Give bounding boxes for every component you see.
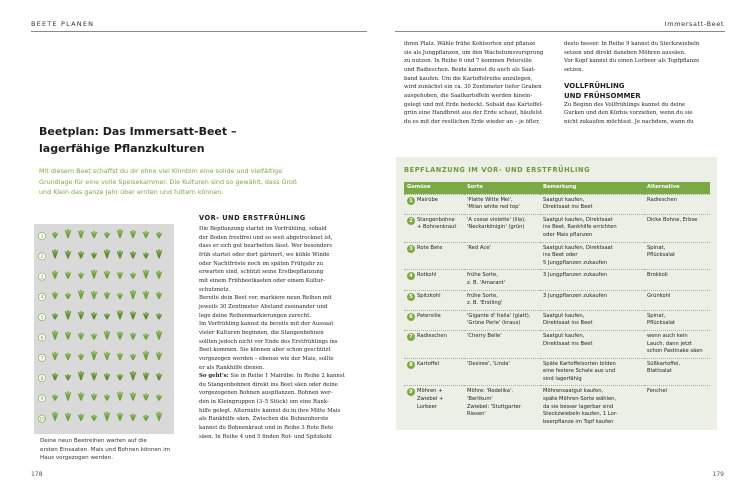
body-line: Beet kommen. Sie können aber schon geschützt bbox=[199, 347, 331, 354]
body-line: Vor Kopf kannst du einen Lorbeer als Topfpflanze bbox=[564, 58, 700, 65]
section-heading: VOR- UND ERSTFRÜHLING bbox=[199, 214, 306, 222]
cell-line: Riesen' bbox=[467, 411, 486, 418]
cell-bemerkung bbox=[540, 270, 644, 290]
cell-sorte bbox=[464, 242, 540, 270]
body-line: mit einem Frühbeetkasten oder einem Kultur- bbox=[199, 277, 325, 284]
cell-line: da sie besser lagerbar sind bbox=[543, 403, 614, 410]
cell-alternative bbox=[644, 214, 710, 242]
row-number: 2 bbox=[40, 255, 44, 261]
cell-line: frühe Sorte, bbox=[467, 272, 498, 279]
table-title: BEPFLANZUNG IM VOR- UND ERSTFRÜHLING bbox=[404, 166, 591, 174]
column-body-2 bbox=[199, 381, 369, 442]
row-number: 5 bbox=[40, 316, 44, 321]
cell-gemuese bbox=[404, 194, 464, 214]
table-body bbox=[404, 194, 710, 428]
cell-sorte bbox=[464, 214, 540, 242]
cell-line: 5 Jungpflanzen zukaufen bbox=[543, 259, 607, 266]
cell-line: 'Neckarkönigin' (grün) bbox=[467, 224, 525, 231]
body-line: Die Bepflanzung startet im Vorfrühling, sobald bbox=[199, 226, 327, 232]
body-line: dass er sich gut bearbeiten lässt. Wer besonders bbox=[199, 243, 332, 250]
cell-line: Lauch, dann jetzt bbox=[647, 340, 692, 347]
cell-gemuese bbox=[404, 242, 464, 270]
row-number: 8 bbox=[40, 376, 44, 382]
body-line: vorgezogen werden – ebenso wie der Mais, sollte bbox=[199, 355, 334, 362]
planting-table bbox=[404, 182, 710, 428]
planting-table-box bbox=[396, 157, 717, 430]
column-body bbox=[199, 225, 369, 372]
table-row bbox=[404, 358, 710, 386]
cell-line: Mairübe bbox=[417, 196, 439, 203]
body-line: setzen. bbox=[564, 66, 584, 73]
body-line: zu nutzen. In Reihe 6 und 7 kommen Petersilie bbox=[404, 58, 532, 65]
body-line: säen. In Reihe 4 und 5 finden Rot- und Spitzkohl bbox=[199, 433, 332, 440]
bed-illustration bbox=[33, 223, 175, 435]
body-line: kannst du Bohnenkraut und in Reihe 3 Rote Bete bbox=[199, 425, 334, 432]
lead-line: Mit diesem Beet schaffst du dir ohne viel Klimbim eine solide und vielfältige bbox=[39, 167, 283, 175]
body-line: nicht zukaufen möchtest. Je nachdem, wann du bbox=[564, 118, 694, 125]
cell-sorte bbox=[464, 358, 540, 386]
cell-line: schon Pastinake säen bbox=[647, 348, 703, 355]
cell-line: Radieschen bbox=[417, 332, 447, 339]
body-line: erwarten sind, schützt seine Erstbepflanzung bbox=[199, 269, 324, 276]
row-number-badge: 9 bbox=[407, 388, 415, 396]
body-line: vieler Kulturen beginnen, die Stangenbohnen bbox=[199, 329, 324, 336]
table-row bbox=[404, 310, 710, 330]
cell-line: Rotkohl bbox=[417, 272, 437, 279]
cell-gemuese bbox=[404, 214, 464, 242]
caption-line: Deine neun Beetreihen warten auf die bbox=[40, 438, 147, 444]
cell-alternative bbox=[644, 330, 710, 358]
lead-line: Grundlage für eine volle Speisekammer. Die Kulturen sind so gewählt, dass Groß bbox=[39, 177, 297, 186]
page-number-left: 178 bbox=[31, 471, 43, 478]
body-line: schutznetz. bbox=[199, 286, 231, 293]
row-number-badge: 1 bbox=[407, 197, 415, 205]
cell-line: beerpflanze im Topf kaufen bbox=[543, 418, 614, 425]
cell-bemerkung bbox=[540, 330, 644, 358]
cell-line: Möhre: 'Rodelika', bbox=[467, 388, 514, 395]
cell-sorte bbox=[464, 310, 540, 330]
body-line: desto besser. In Reihe 9 kannst du Steckzwiebeln bbox=[564, 41, 700, 47]
title-line: Beetplan: Das Immersatt-Beet – bbox=[39, 125, 237, 138]
cell-line: 'Cherry Belle' bbox=[467, 332, 502, 339]
lead-paragraph bbox=[39, 166, 299, 198]
cell-line: Direktsaat ins Beet bbox=[543, 320, 593, 327]
cell-gemuese bbox=[404, 290, 464, 310]
cell-sorte bbox=[464, 386, 540, 428]
vegetable-name bbox=[417, 333, 447, 341]
text-column-2 bbox=[404, 40, 554, 127]
body-line: du Stangenbohnen direkt ins Beet säen oder deine bbox=[199, 381, 338, 388]
vegetable-name bbox=[417, 361, 439, 369]
text-column-1 bbox=[199, 214, 369, 441]
cell-gemuese bbox=[404, 386, 464, 428]
cell-sorte bbox=[464, 194, 540, 214]
cell-line: Radieschen bbox=[647, 196, 677, 203]
cell-bemerkung bbox=[540, 194, 644, 214]
column-body bbox=[564, 40, 724, 75]
row-number-badge: 6 bbox=[407, 313, 415, 321]
body-line: Zu Beginn des Vollfrühlings kannst du deine bbox=[564, 101, 686, 108]
body-line: jeweils 30 Zentimeter Abstand zueinander und bbox=[199, 303, 328, 310]
body-line bbox=[199, 372, 369, 381]
cell-line: Saatgut kaufen, bbox=[543, 312, 585, 319]
cell-alternative bbox=[644, 310, 710, 330]
cell-line: Spinat, bbox=[647, 312, 666, 319]
body-line: du es mit der restlichen Erde wieder an – je öfter, bbox=[404, 118, 540, 125]
cell-gemuese bbox=[404, 270, 464, 290]
cell-line: wenn auch kein bbox=[647, 332, 688, 339]
header-rule-left bbox=[31, 31, 367, 32]
table-row bbox=[404, 290, 710, 310]
body-line: lege deine Reihenmarkierungen zurecht. bbox=[199, 312, 311, 319]
row-number-badge: 7 bbox=[407, 333, 415, 341]
cell-sorte bbox=[464, 270, 540, 290]
cell-line: eine festere Schale aus und bbox=[543, 368, 616, 375]
cell-line: Möhren + bbox=[417, 388, 443, 395]
vegetable-name bbox=[417, 272, 436, 280]
column-header: Gemüse bbox=[404, 182, 464, 194]
cell-line: Saatgut kaufen, Direktsaat bbox=[543, 244, 613, 251]
lead-line: und Klein das ganze Jahr über ernten und futtern können. bbox=[39, 188, 224, 196]
cell-sorte bbox=[464, 290, 540, 310]
text-column-3 bbox=[564, 40, 724, 127]
cell-bemerkung bbox=[540, 242, 644, 270]
cell-line: 'Gigante d' Italia' (glatt), bbox=[467, 312, 531, 319]
row-number: 7 bbox=[40, 356, 44, 362]
body-line: den in Kleingruppen (3–5 Stück) um eine Rank- bbox=[199, 399, 329, 406]
cell-line: Blattsalat bbox=[647, 368, 672, 375]
running-header-left: BEETE PLANEN bbox=[31, 20, 95, 28]
vegetable-name bbox=[417, 388, 443, 411]
cell-bemerkung bbox=[540, 358, 644, 386]
cell-line: z. B. 'Amarant' bbox=[467, 279, 506, 286]
cell-sorte bbox=[464, 330, 540, 358]
cell-line: Pflücksalat bbox=[647, 320, 676, 327]
body-line: grün eine Handbreit aus der Erde schaut, häufelst bbox=[404, 110, 543, 117]
vegetable-name bbox=[417, 197, 438, 205]
row-number-badge: 8 bbox=[407, 361, 415, 369]
column-body bbox=[404, 40, 554, 127]
cell-line: Dicke Bohne, Erbse bbox=[647, 216, 698, 223]
cell-line: 'Milan white red top' bbox=[467, 204, 520, 211]
cell-line: Spinat, bbox=[647, 244, 666, 251]
vegetable-name bbox=[417, 293, 441, 301]
header-rule-right bbox=[395, 31, 725, 32]
cell-alternative bbox=[644, 386, 710, 428]
body-text: Sie in Reihe 1 Mairübe. In Reihe 2 kannst bbox=[228, 373, 345, 380]
cell-line: 'Grüne Perle' (kraus) bbox=[467, 320, 521, 327]
cell-line: Spitzkohl bbox=[417, 292, 441, 299]
table-row bbox=[404, 270, 710, 290]
cell-line: ins Beet, Rankhilfe errichten bbox=[543, 224, 617, 231]
cell-line: Direktsaat ins Beet bbox=[543, 204, 593, 211]
cell-line: Lorbeer bbox=[417, 403, 437, 410]
vegetable-name bbox=[417, 313, 441, 321]
cell-line: 'Platte Witte Mei', bbox=[467, 196, 513, 203]
title-line: lagerfähige Pflanzkulturen bbox=[39, 142, 205, 155]
body-line: gelegt und mit Erde bedeckt. Sobald das Kartoffel- bbox=[404, 101, 544, 108]
illustration-caption bbox=[40, 437, 180, 463]
body-line: Gurken und den Kürbis vorziehen, wenn du sie bbox=[564, 110, 693, 117]
row-number: 1 bbox=[40, 234, 44, 240]
vegetable-name bbox=[417, 217, 456, 232]
cell-gemuese bbox=[404, 330, 464, 358]
body-line: hilfe gelegt. Alternativ kannst du in ihre Mitte Mais bbox=[199, 407, 341, 414]
body-line: wird zunächst ein ca. 30 Zentimeter tiefer Graben bbox=[404, 84, 542, 91]
cell-line: Zwiebel: 'Stuttgarter bbox=[467, 403, 521, 410]
body-line: band kaufen. Um die Kartoffelreihe anzulegen, bbox=[404, 75, 533, 82]
cell-line: 'Red Ace' bbox=[467, 244, 491, 251]
cell-line: 'A cosse violette' (lila), bbox=[467, 216, 526, 223]
cell-line: Saatgut kaufen, bbox=[543, 332, 585, 339]
cell-line: oder Mais pflanzen bbox=[543, 231, 593, 238]
body-line: ihren Platz. Wähle frühe Kohlsorten und pflanze bbox=[404, 41, 536, 47]
row-number: 10 bbox=[39, 417, 45, 423]
cell-gemuese bbox=[404, 310, 464, 330]
page-number-right: 179 bbox=[712, 471, 724, 478]
table-row bbox=[404, 194, 710, 214]
column-header: Bemerkung bbox=[540, 182, 644, 194]
body-line: und Radieschen. Beide kannst du auch als Saat- bbox=[404, 66, 536, 73]
cell-line: Saatgut kaufen, Direktsaat bbox=[543, 216, 613, 223]
cell-bemerkung bbox=[540, 310, 644, 330]
body-line: sollten jedoch nicht vor Ende des Erstfrühlings ins bbox=[199, 338, 338, 345]
cell-line: Saatgut kaufen, bbox=[543, 196, 585, 203]
body-line: vorgezogenen Bohnen auspflanzen. Bohnen wer- bbox=[199, 390, 333, 397]
cell-line: Fenchel bbox=[647, 388, 667, 395]
cell-line: ins Beet oder bbox=[543, 252, 578, 259]
row-number: 9 bbox=[40, 397, 44, 403]
table-row bbox=[404, 242, 710, 270]
cell-alternative bbox=[644, 242, 710, 270]
body-line: Bereite dein Beet vor, markiere neun Reihen mit bbox=[199, 295, 332, 302]
table-row bbox=[404, 386, 710, 428]
cell-line: Kartoffel bbox=[417, 360, 440, 367]
table-row bbox=[404, 330, 710, 358]
vegetable-name bbox=[417, 245, 442, 253]
cell-line: Steckzwiebeln kaufen, 1 Lor- bbox=[543, 411, 618, 418]
body-line: der Boden frostfrei und so weit abgetrocknet ist, bbox=[199, 234, 333, 241]
row-number-badge: 2 bbox=[407, 217, 415, 225]
cell-alternative bbox=[644, 270, 710, 290]
cell-line: 3 Jungpflanzen zukaufen bbox=[543, 272, 607, 279]
body-line: Im Vorfrühling kannst du bereits mit der Aussaat bbox=[199, 321, 334, 328]
cell-line: 'Desiree', 'Linda' bbox=[467, 360, 510, 367]
caption-line: ersten Einsaaten. Mais und Bohnen können im bbox=[40, 446, 171, 453]
row-number: 6 bbox=[40, 336, 44, 342]
cell-alternative bbox=[644, 290, 710, 310]
column-body-2 bbox=[564, 101, 724, 127]
section-heading: VOLLFRÜHLING bbox=[564, 81, 625, 90]
table-row bbox=[404, 214, 710, 242]
running-header-right: Immersatt-Beet bbox=[664, 20, 724, 28]
cell-line: Petersilie bbox=[417, 312, 441, 319]
cell-line: z. B. 'Erstling' bbox=[467, 300, 503, 307]
cell-line: Stangenbohne bbox=[417, 216, 455, 223]
section-heading: UND FRÜHSOMMER bbox=[564, 91, 641, 100]
body-line: ausgehoben, die Saatkartoffeln werden hinein- bbox=[404, 92, 533, 99]
cell-alternative bbox=[644, 194, 710, 214]
cell-bemerkung bbox=[540, 386, 644, 428]
cell-line: Späte Kartoffelsorten bilden bbox=[543, 360, 616, 367]
body-line: sie als Jungpflanzen, um den Wachstumsvorsprung bbox=[404, 49, 544, 56]
cell-line: Süßkartoffel, bbox=[647, 360, 681, 367]
body-line: er als Rankhilfe dienen. bbox=[199, 364, 265, 371]
column-header: Sorte bbox=[464, 182, 540, 194]
cell-line: 3 Jungpflanzen zukaufen bbox=[543, 292, 607, 299]
cell-bemerkung bbox=[540, 214, 644, 242]
page-title bbox=[39, 123, 269, 157]
cell-gemuese bbox=[404, 358, 464, 386]
body-line: als Rankhilfe säen. Zwischen die Bohnenhorste bbox=[199, 416, 329, 423]
cell-line: frühe Sorte, bbox=[467, 292, 498, 299]
row-number: 4 bbox=[40, 295, 44, 301]
column-header: Alternative bbox=[644, 182, 710, 194]
cell-line: Direktsaat ins Beet bbox=[543, 340, 593, 347]
row-number-badge: 3 bbox=[407, 245, 415, 253]
cell-line: Zwiebel + bbox=[417, 396, 444, 403]
table-header-row bbox=[404, 182, 710, 194]
cell-alternative bbox=[644, 358, 710, 386]
row-number: 3 bbox=[40, 275, 44, 281]
cell-line: 'Berlikum' bbox=[467, 396, 493, 403]
row-number-badge: 4 bbox=[407, 272, 415, 280]
cell-line: sind lagerfähig bbox=[543, 375, 582, 382]
cell-bemerkung bbox=[540, 290, 644, 310]
cell-line: späte Möhren-Sorte wählen, bbox=[543, 396, 617, 403]
cell-line: Brokkoli bbox=[647, 272, 668, 279]
caption-line: Haus vorgezogen werden. bbox=[40, 455, 114, 461]
cell-line: Grünkohl bbox=[647, 292, 671, 299]
body-line: oder Nachtfröste noch im späten Frühjahr zu bbox=[199, 260, 324, 267]
cell-line: Pflücksalat bbox=[647, 252, 676, 259]
cell-line: Rote Bete bbox=[417, 244, 443, 251]
cell-line: + Bohnenkraut bbox=[417, 224, 457, 231]
cell-line: Möhrensaatgut kaufen, bbox=[543, 388, 604, 395]
body-line: früh startet oder dort gärtnert, wo kühle Winde bbox=[199, 251, 330, 258]
bold-lead: So geht's: bbox=[199, 373, 229, 380]
body-line: setzen und direkt daneben Möhren aussäen. bbox=[564, 49, 686, 56]
row-number-badge: 5 bbox=[407, 293, 415, 301]
